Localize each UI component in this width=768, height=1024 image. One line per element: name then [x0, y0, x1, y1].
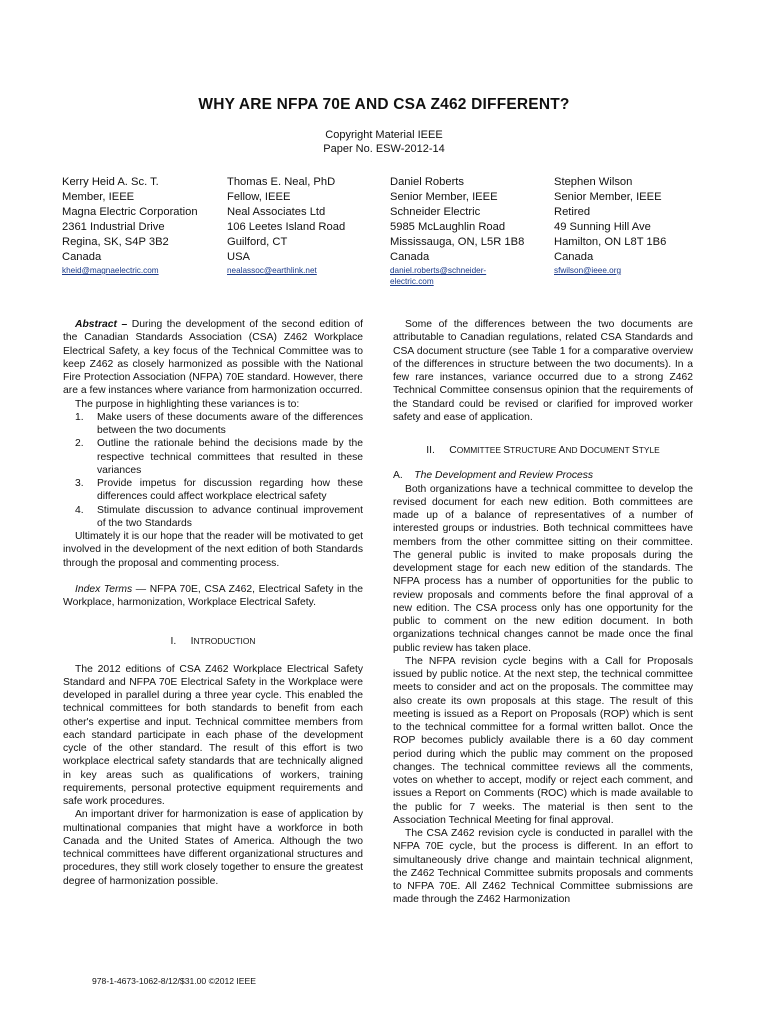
author-city: Mississauga, ON, L5R 1B8 — [390, 236, 525, 248]
author-email-link[interactable]: kheid@magnaelectric.com — [62, 266, 159, 275]
body-paragraph: Some of the differences between the two documents are attributable to Canadian regulations, related CSA Standards and CSA document structure (see Table 1 for a comparative overview of the differences in structure between the two documents). In a few rare instances, variance occurred due to a strong Z462 Technical Committee consensus opinion that the requirements of the Standard could be revised or clarified for improved worker safety and ease of application. — [393, 319, 693, 423]
author-email-line: daniel.roberts@schneider- — [390, 266, 487, 275]
author-email-link[interactable] — [390, 265, 524, 287]
author-city: Guilford, CT — [227, 236, 288, 248]
list-item: 2. Outline the rationale behind the decisions made by the respective technical committees that resulted in these variances — [75, 438, 363, 476]
author-country: Canada — [62, 251, 102, 263]
author-affiliation: Neal Associates Ltd — [227, 206, 326, 218]
copyright-block — [0, 128, 768, 156]
author-membership: Fellow, IEEE — [227, 191, 291, 203]
author-block — [62, 175, 198, 276]
copyright-footer: 978-1-4673-1062-8/12/$31.00 ©2012 IEEE — [92, 976, 257, 986]
list-item: 3. Provide impetus for discussion regarding how these differences could affect workplace electrical safety — [75, 478, 363, 503]
list-item: 4. Stimulate discussion to advance continual improvement of the two Standards — [75, 504, 363, 529]
list-item: 1. Make users of these documents aware of the differences between the two documents — [75, 411, 363, 436]
body-paragraph: The NFPA revision cycle begins with a Call for Proposals issued by public notice. At the next step, the technical committee meets to consider and act on the proposals. The committee may also create its own proposals at this stage. The result of this meeting is issued as a Report on Proposals (ROP) which is sent to the technical committee for a formal written ballot. Once the ROP becomes publicly available there is a 60 day comment period during which the public may comment on the proposed changes. The technical committee reviews all the comments, votes on whether to accept, modify or reject each comment, and issues a Report on Comments (ROC) which is made available to the public for 7 weeks. The material is then sent to the Association Technical Meeting for final approval. — [393, 655, 693, 826]
author-address: 2361 Industrial Drive — [62, 221, 165, 233]
author-membership: Senior Member, IEEE — [554, 191, 662, 203]
author-block — [227, 175, 345, 276]
abstract-closing: Ultimately it is our hope that the reader will be motivated to get involved in the development of the next edition of both Standards through the proposal and commenting process. — [63, 531, 363, 569]
author-address: 49 Sunning Hill Ave — [554, 221, 651, 233]
abstract-text: During the development of the second edition of the Canadian Standards Association (CSA) Z462 Workplace Electrical Safety, a key focus of the Technical Committee was to keep Z462 as closely harmonized as possible with the National Fire Protection Association (NFPA) 70E standard. However, there are a few instances where variance from harmonization occurred. — [63, 319, 364, 397]
section-heading-committee-structure: II. COMMITTEE STRUCTURE AND DOCUMENT STYLE — [426, 445, 660, 456]
body-paragraph: The CSA Z462 revision cycle is conducted in parallel with the NFPA 70E cycle, but the process is different. In an effort to simultaneously drive change and maintain technical alignment, the Z462 Technical Committee submits proposals and comments to NFPA 70E. All Z462 Technical Committee submissions are made through the Z462 Harmonization — [393, 828, 693, 906]
author-membership: Senior Member, IEEE — [390, 191, 498, 203]
author-affiliation: Retired — [554, 206, 591, 218]
author-city: Regina, SK, S4P 3B2 — [62, 236, 169, 248]
author-country: Canada — [554, 251, 594, 263]
subsection-heading: A. The Development and Review Process — [393, 470, 594, 482]
author-address: 106 Leetes Island Road — [227, 221, 346, 233]
intro-paragraph: The 2012 editions of CSA Z462 Workplace Electrical Safety Standard and NFPA 70E Electrical Safety in the Workplace were developed in parallel during a three year cycle. This enabled the technical committees for both standards to benefit from each other's expertise and input. Technical committee members from each standard participate in each phase of the development cycle of the other standard. The result of this effort is two workplace electrical safety standards that are technically aligned in key areas such as qualifications of workers, training requirements, personal protective equipment requirements and safe work procedures. — [63, 663, 363, 807]
index-terms — [63, 583, 363, 610]
author-affiliation: Magna Electric Corporation — [62, 206, 198, 218]
author-name: Daniel Roberts — [390, 176, 464, 188]
author-email-link[interactable]: nealassoc@earthlink.net — [227, 266, 317, 275]
author-membership: Member, IEEE — [62, 191, 135, 203]
author-email-line: electric.com — [390, 277, 434, 286]
author-affiliation: Schneider Electric — [390, 206, 481, 218]
copyright-line: Copyright Material IEEE — [325, 129, 443, 141]
section-heading-introduction: I. INTRODUCTION — [170, 636, 256, 648]
abstract-purpose: The purpose in highlighting these variances is to: — [75, 398, 300, 410]
intro-paragraph: An important driver for harmonization is ease of application by multinational companies that might have a workforce in both Canada and the United States of America. Although the two technical committees have different organizational structures and procedures, they still work closely together to ensure the greatest degree of harmonization possible. — [63, 809, 363, 887]
abstract-paragraph — [63, 318, 363, 398]
author-name: Thomas E. Neal, PhD — [227, 176, 336, 188]
author-city: Hamilton, ON L8T 1B6 — [554, 236, 667, 248]
purpose-list — [75, 411, 363, 530]
left-column — [63, 318, 363, 888]
paper-title: WHY ARE NFPA 70E AND CSA Z462 DIFFERENT? — [198, 96, 570, 113]
author-address: 5985 McLaughlin Road — [390, 221, 506, 233]
author-email-link[interactable]: sfwilson@ieee.org — [554, 266, 622, 275]
author-block — [390, 175, 524, 287]
body-paragraph: Both organizations have a technical committee to develop the revised document for each new edition. Both committees are made up of a balance of representatives of a number of interested groups or industries. Both technical committees have members from the other committee sitting on their committee. The general public is invited to make proposals during the development stage for each new edition of the standards. The NFPA process has a number of opportunities for the public to review proposals and comments before the final approval of a new edition. The CSA process only has one opportunity for the public to comment on the new edition document. In both organizations technical changes cannot be made once the final public review has taken place. — [393, 483, 693, 654]
author-name: Kerry Heid A. Sc. T. — [62, 176, 159, 188]
index-terms-label: Index Terms — — [75, 583, 147, 595]
author-country: Canada — [390, 251, 430, 263]
abstract-label: Abstract – — [75, 319, 128, 330]
right-column — [393, 318, 693, 907]
author-name: Stephen Wilson — [554, 176, 633, 188]
author-country: USA — [227, 251, 251, 263]
paper-number: Paper No. ESW-2012-14 — [323, 143, 445, 155]
index-terms-text: NFPA 70E, CSA Z462, Electrical Safety in the Workplace, harmonization, Workplace Electrical Safety. — [63, 583, 363, 608]
author-block — [554, 175, 666, 276]
